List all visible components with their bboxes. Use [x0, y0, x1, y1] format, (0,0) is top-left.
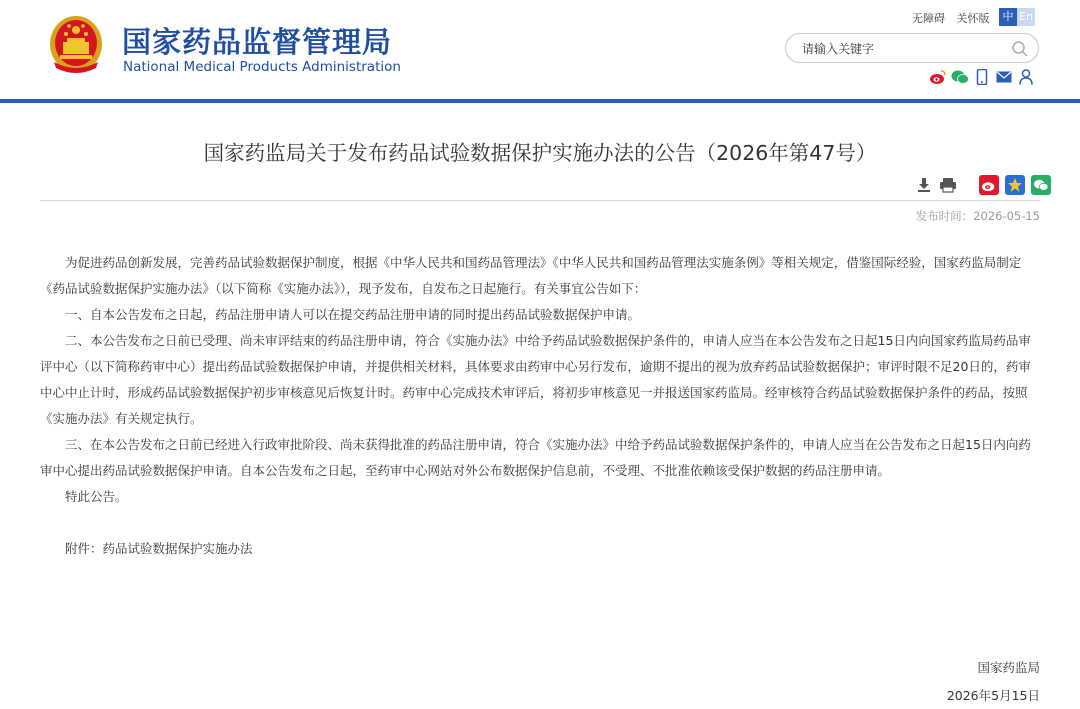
site-header — [0, 0, 1080, 100]
signature-block — [947, 654, 1040, 709]
wechat-share-icon[interactable] — [1031, 175, 1051, 195]
national-emblem-icon[interactable] — [48, 12, 104, 74]
search-input[interactable] — [802, 40, 1002, 58]
paragraph-intro: 为促进药品创新发展，完善药品试验数据保护制度，根据《中华人民共和国药品管理法》《中华人民共和国药品管理法实施条例》等相关规定，借鉴国际经验，国家药监局制定《药品试验数据保护实施办法》（以下简称《实施办法》），现予发布，自发布之日起施行。有关事宜公告如下： — [40, 255, 1022, 296]
sign-date: 2026年5月15日 — [946, 688, 1040, 703]
accessibility-link[interactable]: 无障碍 — [912, 12, 945, 25]
header-divider-bar — [0, 99, 1080, 103]
mobile-icon[interactable] — [973, 68, 991, 86]
site-title[interactable]: 国家药品监督管理局 — [122, 25, 393, 59]
signer: 国家药监局 — [977, 660, 1040, 675]
search-box — [785, 33, 1039, 63]
weibo-icon[interactable] — [929, 68, 947, 86]
print-icon[interactable] — [939, 176, 957, 194]
mail-icon[interactable] — [995, 68, 1013, 86]
care-mode-link[interactable]: 关怀版 — [956, 12, 990, 25]
qzone-share-icon[interactable] — [1005, 175, 1025, 195]
wechat-icon[interactable] — [951, 68, 969, 86]
publish-date: 发布时间：2026-05-15 — [915, 209, 1040, 223]
paragraph-item-2: 二、本公告发布之日前已受理、尚未审评结束的药品注册申请，符合《实施办法》中给予药品试验数据保护条件的，申请人应当在本公告发布之日起15日内向国家药监局药品审评中心（以下简称药审中心）提出药品试验数据保护申请，并提供相关材料，具体要求由药审中心另行发布，逾期不提出的视为放弃药品试验数据保护；审评时限不足20日的，药审中心中止计时，形成药品试验数据保护初步审核意见后恢复计时。药审中心完成技术审评后，将初步审核意见一并报送国家药监局。经审核符合药品试验数据保护条件的药品，按照《实施办法》有关规定执行。 — [40, 333, 1031, 426]
language-switch — [999, 8, 1035, 26]
user-icon[interactable] — [1017, 68, 1035, 86]
title-divider — [40, 200, 1040, 201]
article-body — [40, 250, 1040, 562]
site-subtitle[interactable]: National Medical Products Administration — [123, 59, 401, 75]
paragraph-item-3: 三、在本公告发布之日前已经进入行政审批阶段、尚未获得批准的药品注册申请，符合《实施办法》中给予药品试验数据保护条件的，申请人应当在公告发布之日起15日内向药审中心提出药品试验数据保护申请。自本公告发布之日起，至药审中心网站对外公布数据保护信息前，不受理、不批准依赖该受保护数据的药品注册申请。 — [40, 437, 1031, 478]
search-icon[interactable] — [1010, 39, 1030, 59]
download-icon[interactable] — [915, 176, 933, 194]
top-links — [912, 10, 998, 26]
paragraph-item-1: 一、自本公告发布之日起，药品注册申请人可以在提交药品注册申请的同时提出药品试验数据保护申请。 — [65, 307, 641, 322]
attachment-link[interactable]: 附件：药品试验数据保护实施办法 — [65, 541, 253, 556]
lang-en-button[interactable]: En — [1017, 8, 1035, 26]
weibo-share-icon[interactable] — [979, 175, 999, 195]
article-tools — [915, 175, 1051, 195]
article-title: 国家药监局关于发布药品试验数据保护实施办法的公告（2026年第47号） — [203, 141, 877, 165]
header-share-row — [929, 68, 1035, 86]
paragraph-closing: 特此公告。 — [65, 489, 128, 504]
lang-zh-button[interactable]: 中 — [999, 8, 1017, 26]
